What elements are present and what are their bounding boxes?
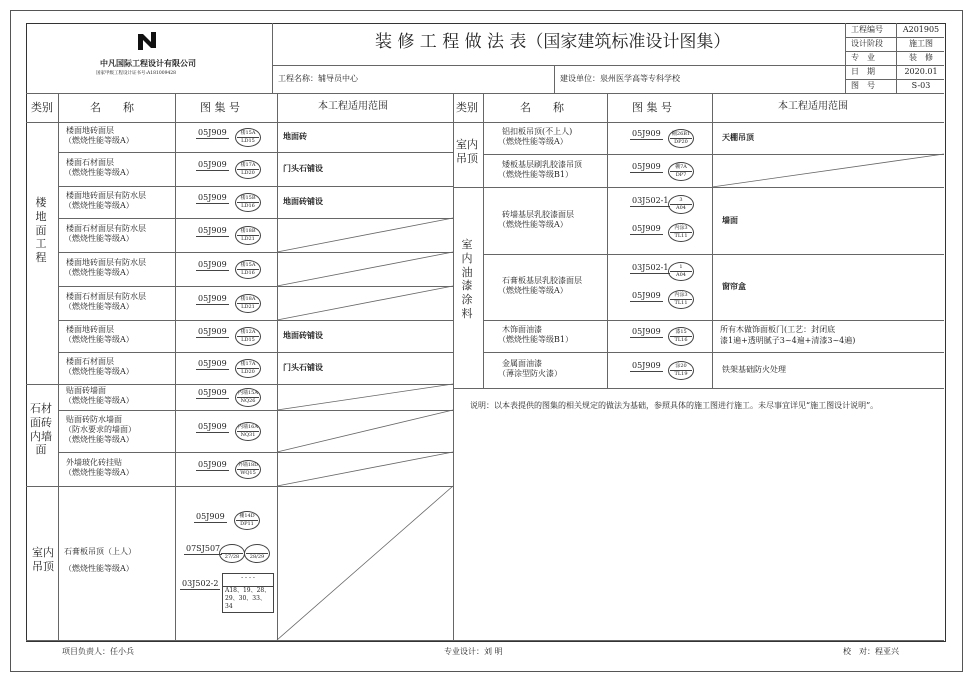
project-leader: 项目负责人：任小兵 [62,647,134,656]
titleblock-label: 工程编号 [851,25,883,34]
ceiling-name: 石膏板吊顶（上人） [64,547,136,556]
ceiling-fire-rating: （燃烧性能等级A） [64,564,134,573]
scope-text: 所有木做饰面板门(工艺：封闭底 [720,325,836,334]
atlas-ref: 05J909 [632,327,661,336]
item-fire-rating: （燃烧性能等级B1） [498,335,573,344]
header-category-right: 类别 [456,101,478,114]
scope-text: 天棚吊顶 [722,133,754,142]
diagonal-line [277,384,453,410]
titleblock-value: 装 修 [909,53,933,62]
titleblock-value: 施工图 [909,39,933,48]
item-fire-rating: （燃烧性能等级A） [64,302,134,311]
atlas-ref: 03J502-1 [632,196,669,205]
item-fire-rating: （燃烧性能等级A） [64,201,134,210]
item-name: 铝扣板吊顶(不上人) [502,127,573,136]
item-name: 石膏板基层乳胶漆面层 [502,276,582,285]
item-fire-rating: （燃烧性能等级A） [64,234,134,243]
detail-symbol: 涂20 TL19 [668,361,694,380]
detail-symbol: 棚14D DP11 [234,511,260,530]
detail-symbol: 内涂3 TL11 [668,223,694,242]
item-name: 楼面石材面层有防水层 [66,224,146,233]
item-name: 金属面油漆 [502,359,542,368]
diagonal-line [277,252,453,286]
titleblock-label: 日 期 [851,67,875,76]
header-scope-right: 本工程适用范围 [778,101,848,112]
detail-box: - - - - A18、19、28、 29、30、33、34 [222,573,274,613]
designer: 专业设计：刘 明 [444,647,503,656]
company-cert: 国家甲级工程设计证书号:A181009428 [96,71,177,76]
item-name: 矮板基层刷乳胶漆吊顶 [502,159,582,169]
item-name: 楼面地砖面层有防水层 [66,258,146,267]
atlas-ref: 07SJ507 [186,544,221,553]
atlas-ref: 05J909 [198,193,227,202]
header-name-right: 名 称 [520,101,564,114]
item-name: 楼面石材面层有防水层 [66,292,146,301]
item-fire-rating: （燃烧性能等级B1） [498,169,573,179]
detail-symbol: 楼17A LD20 [235,359,261,378]
item-fire-rating: （燃烧性能等级A） [64,396,134,405]
item-fire-rating: （防水要求的墙面） [64,425,136,434]
atlas-ref: 05J909 [632,129,661,138]
detail-symbol: 楼12A LD15 [235,327,261,346]
detail-symbol: 漆15 TL16 [668,327,694,346]
group-floor: 楼地面工程 [35,196,47,264]
detail-symbol: 3 A04 [668,195,694,214]
group-ceiling-left: 室内吊顶 [32,546,54,573]
scope-text: 地面砖铺设 [283,197,323,206]
item-name: 木饰面油漆 [502,325,542,334]
item-name: 楼面石材面层 [66,357,114,366]
item-name: 砖墙基层乳胶漆面层 [502,209,574,219]
atlas-ref: 05J909 [198,460,227,469]
item-fire-rating: （燃烧性能等级A） [64,367,134,376]
group-paint: 室内油漆涂料 [461,238,473,320]
detail-symbol: 27/28 [219,544,245,563]
item-fire-rating: （燃烧性能等级A） [64,468,134,477]
atlas-ref: 05J909 [632,361,661,370]
item-fire-rating: （燃烧性能等级A） [64,335,134,344]
item-name: 贴面砖防水墙面 [66,415,122,424]
titleblock-value: A201905 [902,25,940,34]
atlas-ref: 05J909 [632,291,661,300]
detail-symbol: 内涂3 TL11 [668,290,694,309]
item-fire-rating: （薄涂型防火漆） [498,369,562,378]
titleblock-value: S-03 [911,81,931,90]
atlas-ref: 05J909 [198,422,227,431]
detail-symbol: 楼15A LD15 [235,128,261,147]
atlas-ref: 05J909 [198,327,227,336]
project-name: 工程名称：辅导员中心 [278,74,358,83]
detail-symbol: 楼15A LD16 [235,260,261,279]
group-wall: 石材面砖内墙面 [30,402,52,457]
atlas-ref: 05J909 [632,224,661,233]
diagonal-line [277,286,453,320]
item-name: 贴面砖墙面 [66,386,106,395]
detail-symbol: 楼18B LD21 [235,226,261,245]
company-name: 中凡国际工程设计有限公司 [100,59,196,68]
diagonal-line [712,154,944,187]
item-name: 楼面石材面层 [66,158,114,167]
atlas-ref: 05J909 [632,161,661,171]
detail-symbol: 内墙16A NQ31 [235,422,261,441]
item-fire-rating: （燃烧性能等级A） [498,137,568,146]
detail-symbol: 外墙18D WQ15 [235,460,261,479]
detail-symbol: 棚26B1 DP20 [668,129,694,148]
atlas-ref: 05J909 [198,388,227,397]
header-category: 类别 [31,101,53,114]
scope-text: 门头石铺设 [283,363,323,372]
item-name: 楼面地砖面层 [66,325,114,334]
scope-text: 漆1遍+透明腻子3~4遍+清漆3~4遍) [720,336,856,345]
atlas-ref: 05J909 [198,294,227,303]
checker: 校 对：程亚兴 [843,647,899,656]
atlas-ref: 05J909 [198,128,227,137]
scope-text: 地面砖铺设 [283,331,323,340]
header-atlas-right: 图 集 号 [632,101,672,114]
diagonal-line [277,410,453,452]
atlas-ref: 05J909 [198,226,227,235]
detail-symbol: 28/29 [244,544,270,563]
detail-symbol: 1 A04 [668,262,694,281]
client-name: 建设单位：泉州医学高等专科学校 [560,74,680,83]
scope-text: 窗帘盒 [722,282,746,291]
diagonal-line [277,486,453,640]
detail-symbol: 楼15B LD16 [235,193,261,212]
item-name: 外墙玻化砖挂贴 [66,458,122,467]
item-fire-rating: （燃烧性能等级A） [498,219,568,229]
detail-symbol: 内墙15A NQ26 [235,388,261,407]
item-fire-rating: （燃烧性能等级A） [64,136,134,145]
item-name: 楼面地砖面层 [66,126,114,135]
note-text: 说明：以本表提供的图集的相关规定的做法为基础，参照具体的施工图进行施工。未尽事宜详见“施工图设计说明”。 [470,401,879,410]
atlas-ref: 05J909 [198,160,227,169]
detail-symbol: 棚7A DP7 [668,162,694,181]
titleblock-value: 2020.01 [904,67,938,76]
scope-text: 地面砖 [283,132,307,141]
titleblock-label: 图 号 [851,81,875,90]
atlas-ref: 03J502-1 [632,263,669,272]
scope-text: 铁架基础防火处理 [722,365,786,374]
detail-symbol: 楼18A LD21 [235,294,261,313]
page-title: 装 修 工 程 做 法 表（国家建筑标准设计图集） [375,32,731,52]
item-fire-rating: （燃烧性能等级A） [64,435,134,444]
diagonal-line [277,218,453,252]
titleblock-label: 专 业 [851,53,875,62]
atlas-ref: 05J909 [198,260,227,269]
atlas-ref: 05J909 [196,512,225,521]
group-ceiling-right: 室内吊顶 [456,138,478,165]
scope-text: 门头石铺设 [283,164,323,173]
header-scope: 本工程适用范围 [318,101,388,112]
item-fire-rating: （燃烧性能等级A） [498,286,568,295]
atlas-ref: 03J502-2 [182,579,219,588]
scope-text: 墙面 [722,215,738,225]
atlas-ref: 05J909 [198,359,227,368]
detail-symbol: 楼17A LD20 [235,160,261,179]
diagonal-line [277,452,453,486]
item-fire-rating: （燃烧性能等级A） [64,268,134,277]
titleblock-label: 设计阶段 [851,39,883,48]
header-atlas: 图 集 号 [200,101,240,114]
item-fire-rating: （燃烧性能等级A） [64,168,134,177]
header-name: 名 称 [90,101,134,114]
item-name: 楼面地砖面层有防水层 [66,191,146,200]
